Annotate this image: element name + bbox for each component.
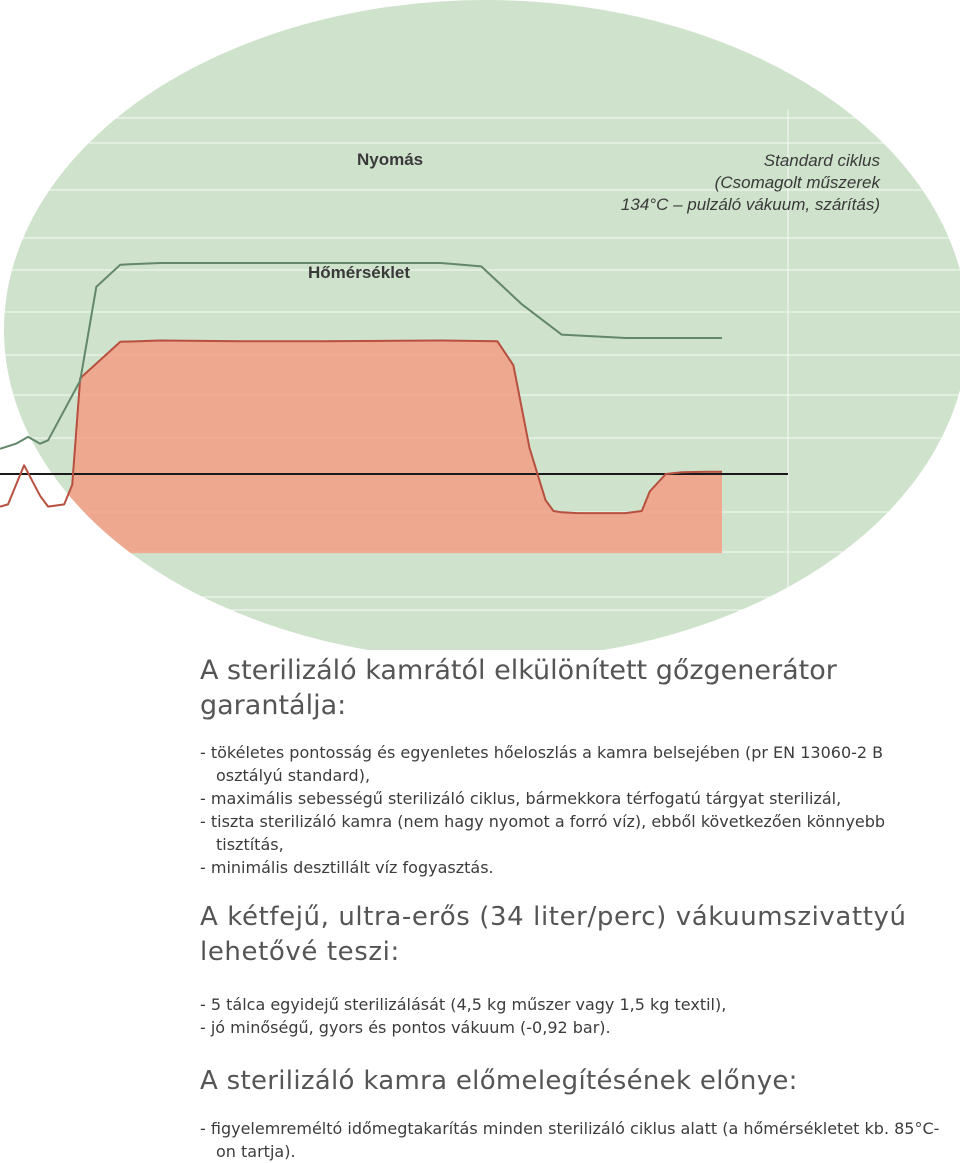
preheating-list [200, 1117, 950, 1163]
cycle-title-line-1: Standard ciklus [763, 151, 880, 170]
vacuum-pump-list [200, 993, 950, 1039]
cycle-title [621, 150, 880, 216]
temperature-legend-label: Hőmérséklet [308, 263, 411, 282]
pressure-legend-label: Nyomás [357, 150, 424, 169]
steam-generator-list [200, 741, 950, 879]
list-item: - minimális desztillált víz fogyasztás. [200, 858, 494, 877]
cycle-title-line-2: (Csomagolt műszerek [714, 173, 880, 192]
vacuum-pump-heading: A kétfejű, ultra-erős (34 liter/perc) vákuumszivattyú lehetővé teszi: [200, 902, 907, 967]
steam-generator-heading: A sterilizáló kamrától elkülönített gőzgenerátor garantálja: [200, 655, 837, 721]
list-item: - 5 tálca egyidejű sterilizálását (4,5 kg műszer vagy 1,5 kg textil), [200, 995, 727, 1014]
list-item: - tiszta sterilizáló kamra (nem hagy nyomot a forró víz), ebből következően könnyebb tisztítás, [200, 812, 886, 854]
cycle-title-line-3: 134°C – pulzáló vákuum, szárítás) [620, 195, 880, 214]
list-item: - maximális sebességű sterilizáló ciklus, bármekkora térfogatú tárgyat sterilizál, [200, 789, 842, 808]
preheating-heading: A sterilizáló kamra előmelegítésének előnye: [200, 1066, 798, 1096]
list-item: - tökéletes pontosság és egyenletes hőeloszlás a kamra belsejében (pr EN 13060-2 B osztályú standard), [200, 743, 884, 785]
list-item: - jó minőségű, gyors és pontos vákuum (-0,92 bar). [200, 1018, 611, 1037]
list-item: - figyelemreméltó időmegtakarítás minden sterilizáló ciklus alatt (a hőmérsékletet kb. 85°C-on tartja). [200, 1119, 940, 1161]
